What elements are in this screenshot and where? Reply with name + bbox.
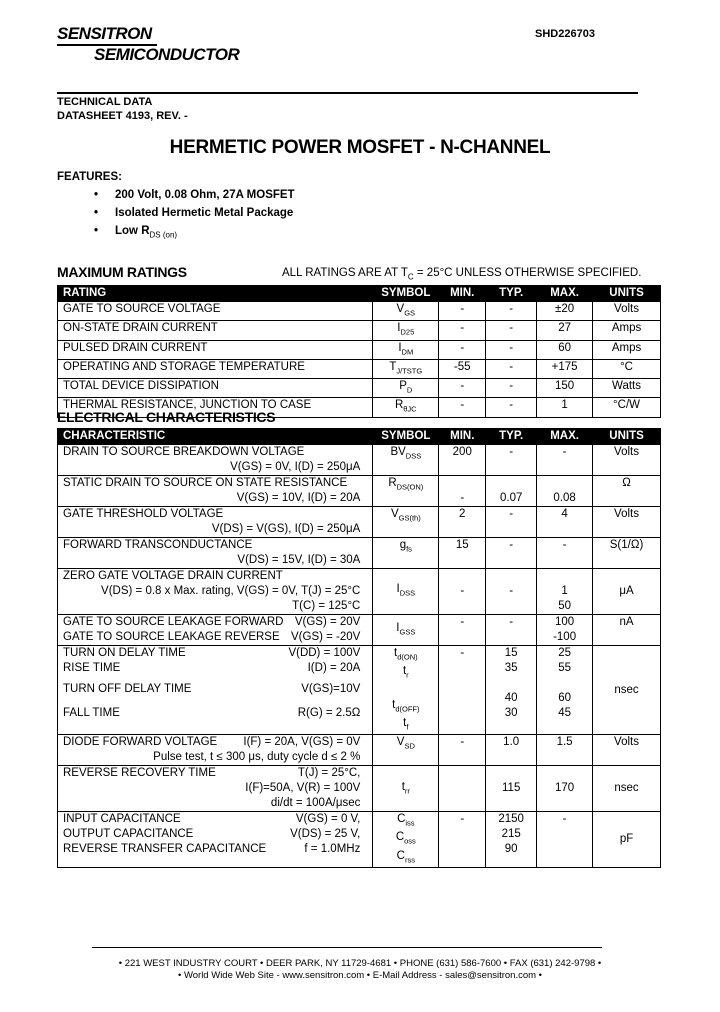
symbol: $R_{DS(ON)}$ (373, 476, 439, 507)
col-header: CHARACTERISTIC (58, 429, 373, 445)
table-row (58, 812, 661, 868)
typ-value: - (486, 615, 537, 646)
typ-value: 1.0 (486, 735, 537, 766)
typ-value: 115 (486, 766, 537, 812)
symbol: $T_{J/TSTG}$ (373, 359, 439, 378)
min-value: - (439, 812, 486, 868)
typ-value: 15 35 40 30 (486, 646, 537, 735)
table-row (58, 507, 661, 538)
rating-name: ON-STATE DRAIN CURRENT (58, 321, 373, 340)
symbol: $P_D$ (373, 379, 439, 398)
symbol: $R_{\theta JC}$ (373, 398, 439, 417)
min-value: - (439, 646, 486, 735)
logo-line1: SENSITRON (57, 24, 152, 43)
units: nsec (593, 646, 661, 735)
characteristic: TURN ON DELAY TIME V(DD) = 100V RISE TIME I(D) = 20A TURN OFF DELAY TIME V(GS)=10V FALL TIME R(G) = 2.5Ω (58, 646, 373, 735)
bullet: • (94, 225, 99, 237)
max-value: ±20 (537, 302, 593, 321)
col-header: MAX. (537, 286, 593, 302)
characteristic: STATIC DRAIN TO SOURCE ON STATE RESISTANCE V(GS) = 10V, I(D) = 20A (58, 476, 373, 507)
electrical-table (57, 428, 661, 868)
col-header: MAX. (537, 429, 593, 445)
col-header: SYMBOL (373, 286, 439, 302)
symbol: $I_{D25}$ (373, 321, 439, 340)
typ-value: 2150 215 90 (486, 812, 537, 868)
units: °C/W (593, 398, 661, 417)
min-value: - (439, 379, 486, 398)
max-value: 60 (537, 340, 593, 359)
symbol: $I_{DM}$ (373, 340, 439, 359)
typ-value: - (486, 302, 537, 321)
max-value: 1.5 (537, 735, 593, 766)
min-value: - (439, 398, 486, 417)
table-row (58, 359, 661, 378)
typ-value: - (486, 340, 537, 359)
typ-value: - (486, 398, 537, 417)
rating-name: THERMAL RESISTANCE, JUNCTION TO CASE (58, 398, 373, 417)
min-value (439, 766, 486, 812)
symbol: $V_{SD}$ (373, 735, 439, 766)
col-header: TYP. (486, 429, 537, 445)
col-header: MIN. (439, 286, 486, 302)
col-header: MIN. (439, 429, 486, 445)
table-row (58, 735, 661, 766)
footer-address: • 221 WEST INDUSTRY COURT • DEER PARK, NY 11729-4681 • PHONE (631) 586-7600 • FAX (631) 242-9798 • (118, 958, 602, 969)
table-row (58, 321, 661, 340)
symbol: $I_{GSS}$ (373, 615, 439, 646)
units: Ω (593, 476, 661, 507)
table-row (58, 766, 661, 812)
table-row (58, 538, 661, 569)
typ-value: - (486, 321, 537, 340)
units: nA (593, 615, 661, 646)
datasheet-label: DATASHEET 4193, REV. - (57, 110, 188, 122)
min-value: - (439, 615, 486, 646)
max-value: 170 (537, 766, 593, 812)
rating-name: OPERATING AND STORAGE TEMPERATURE (58, 359, 373, 378)
technical-data-label: TECHNICAL DATA (57, 96, 153, 108)
units: Volts (593, 445, 661, 476)
col-header: SYMBOL (373, 429, 439, 445)
symbol: $t_{rr}$ (373, 766, 439, 812)
typ-value: - (486, 538, 537, 569)
page-title: HERMETIC POWER MOSFET - N-CHANNEL (169, 137, 551, 158)
symbol: $g_{fs}$ (373, 538, 439, 569)
characteristic: ZERO GATE VOLTAGE DRAIN CURRENT V(DS) = 0.8 x Max. rating, V(GS) = 0V, T(J) = 25°C T(C) = 125°C (58, 569, 373, 615)
min-value: - (439, 476, 486, 507)
max-value: 25 55 60 45 (537, 646, 593, 735)
max-ratings-heading: MAXIMUM RATINGS (57, 264, 187, 280)
min-value: - (439, 302, 486, 321)
max-value: +175 (537, 359, 593, 378)
col-header: RATING (58, 286, 373, 302)
electrical-heading: ELECTRICAL CHARACTERISTICS (57, 409, 276, 425)
min-value: 15 (439, 538, 486, 569)
typ-value: 0.07 (486, 476, 537, 507)
max-value: 150 (537, 379, 593, 398)
symbol: $V_{GS}$ (373, 302, 439, 321)
min-value: - (439, 340, 486, 359)
rating-name: TOTAL DEVICE DISSIPATION (58, 379, 373, 398)
col-header: UNITS (593, 429, 661, 445)
bullet: • (94, 189, 99, 201)
table-row (58, 569, 661, 615)
typ-value: - (486, 569, 537, 615)
table-row (58, 445, 661, 476)
typ-value: - (486, 359, 537, 378)
table-row (58, 476, 661, 507)
max-value: 0.08 (537, 476, 593, 507)
max-value: 4 (537, 507, 593, 538)
units: Volts (593, 735, 661, 766)
characteristic: GATE TO SOURCE LEAKAGE FORWARD V(GS) = 20V GATE TO SOURCE LEAKAGE REVERSE V(GS) = -20V (58, 615, 373, 646)
footer-rule (92, 947, 602, 948)
units: μA (593, 569, 661, 615)
table-header-row (58, 429, 661, 445)
max-ratings-table (57, 285, 661, 418)
feature-item: 200 Volt, 0.08 Ohm, 27A MOSFET (115, 189, 295, 201)
max-value: - (537, 812, 593, 868)
typ-value: - (486, 445, 537, 476)
units: Amps (593, 321, 661, 340)
feature-item: Low $R_{DS (on)}$ (115, 225, 178, 240)
max-value: 1 (537, 398, 593, 417)
characteristic: INPUT CAPACITANCE V(GS) = 0 V, OUTPUT CAPACITANCE V(DS) = 25 V, REVERSE TRANSFER CAPACITANCE f = 1.0MHz (58, 812, 373, 868)
symbol: $V_{GS(th)}$ (373, 507, 439, 538)
units: pF (593, 812, 661, 868)
characteristic: REVERSE RECOVERY TIME T(J) = 25°C, I(F)=50A, V(R) = 100V di/dt = 100A/μsec (58, 766, 373, 812)
symbol: $t_{d(ON)}$ $t_r$ $t_{d(OFF)}$ $t_f$ (373, 646, 439, 735)
units: Volts (593, 302, 661, 321)
header-rule (57, 92, 638, 94)
table-row (58, 302, 661, 321)
units: Amps (593, 340, 661, 359)
table-header-row (58, 286, 661, 302)
table-row (58, 379, 661, 398)
table-row (58, 615, 661, 646)
min-value: 200 (439, 445, 486, 476)
footer-web: • World Wide Web Site - www.sensitron.com • E-Mail Address - sales@sensitron.com • (177, 970, 543, 981)
characteristic: FORWARD TRANSCONDUCTANCE V(DS) = 15V, I(D) = 30A (58, 538, 373, 569)
max-value: 1 50 (537, 569, 593, 615)
feature-item: Isolated Hermetic Metal Package (115, 207, 294, 219)
col-header: TYP. (486, 286, 537, 302)
symbol: $C_{iss}$ $C_{oss}$ $C_{rss}$ (373, 812, 439, 868)
typ-value: - (486, 507, 537, 538)
max-value: - (537, 445, 593, 476)
table-row (58, 340, 661, 359)
logo-line2: SEMICONDUCTOR (94, 45, 240, 64)
max-value: 100 -100 (537, 615, 593, 646)
units: °C (593, 359, 661, 378)
units: nsec (593, 766, 661, 812)
max-value: 27 (537, 321, 593, 340)
min-value: -55 (439, 359, 486, 378)
rating-name: PULSED DRAIN CURRENT (58, 340, 373, 359)
min-value: - (439, 569, 486, 615)
max-value: - (537, 538, 593, 569)
units: Watts (593, 379, 661, 398)
symbol: $BV_{DSS}$ (373, 445, 439, 476)
characteristic: GATE THRESHOLD VOLTAGE V(DS) = V(GS), I(D) = 250μA (58, 507, 373, 538)
characteristic: DRAIN TO SOURCE BREAKDOWN VOLTAGE V(GS) = 0V, I(D) = 250μA (58, 445, 373, 476)
bullet: • (94, 207, 99, 219)
table-row (58, 646, 661, 735)
rating-name: GATE TO SOURCE VOLTAGE (58, 302, 373, 321)
document-id: SHD226703 (535, 28, 595, 40)
typ-value: - (486, 379, 537, 398)
characteristic: DIODE FORWARD VOLTAGE I(F) = 20A, V(GS) = 0V Pulse test, t ≤ 300 μs, duty cycle d ≤ 2 % (58, 735, 373, 766)
symbol: $I_{DSS}$ (373, 569, 439, 615)
units: Volts (593, 507, 661, 538)
units: S(1/Ω) (593, 538, 661, 569)
col-header: UNITS (593, 286, 661, 302)
min-value: - (439, 735, 486, 766)
min-value: 2 (439, 507, 486, 538)
ratings-note: ALL RATINGS ARE AT $T_C = 25^\circ C$ UNLESS OTHERWISE SPECIFIED. (282, 267, 642, 282)
features-heading: FEATURES: (57, 171, 122, 183)
min-value: - (439, 321, 486, 340)
